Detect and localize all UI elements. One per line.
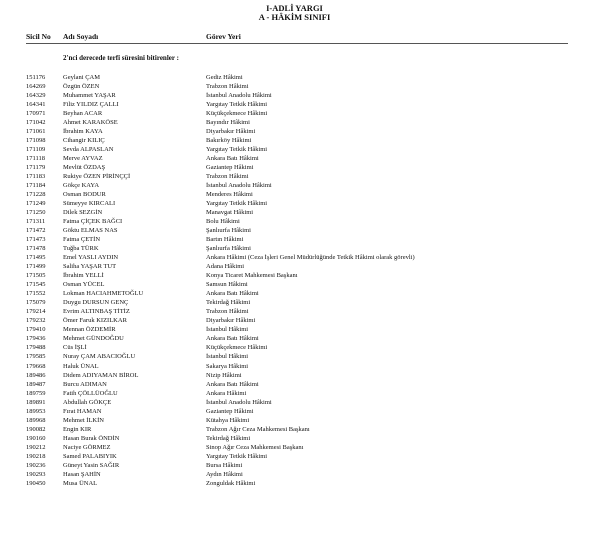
name-cell: Lokman HACIAHMETOĞLU — [63, 290, 144, 298]
sicil-cell: 189968 — [26, 416, 46, 424]
column-header-name: Adı Soyadı — [63, 32, 99, 41]
table-row — [0, 479, 589, 488]
table-row — [0, 217, 589, 226]
sicil-cell: 189486 — [26, 371, 46, 379]
sicil-cell: 190236 — [26, 461, 46, 469]
table-row — [0, 343, 589, 352]
sicil-cell: 151176 — [26, 74, 46, 81]
place-cell: Samsun Hâkimi — [206, 281, 248, 289]
place-cell: Kütahya Hâkimi — [206, 416, 250, 424]
name-cell: Osman YÜCEL — [63, 281, 105, 289]
table-row — [0, 289, 589, 298]
title-line-2: A - HÂKİM SINIFI — [258, 12, 331, 22]
name-cell: Fatma ÇETİN — [63, 236, 101, 244]
place-cell: Ankara Hâkimi (Ceza İşleri Genel Müdürlüğünde Tetkik Hâkimi olarak görevli) — [206, 254, 415, 262]
table-row — [0, 325, 589, 334]
place-cell: İstanbul Anadolu Hâkimi — [206, 182, 272, 190]
place-cell: Adana Hâkimi — [206, 263, 245, 271]
place-cell: Aydın Hâkimi — [206, 470, 243, 478]
sicil-cell: 190212 — [26, 443, 46, 451]
place-cell: İstanbul Anadolu Hâkimi — [206, 398, 272, 406]
name-cell: Haluk ÜNAL — [63, 362, 99, 370]
name-cell: Hasan ŞAHİN — [63, 470, 101, 478]
table-row — [0, 280, 589, 289]
place-cell: Menderes Hâkimi — [206, 191, 253, 199]
place-cell: İstanbul Hâkimi — [206, 353, 249, 361]
sicil-cell: 190450 — [26, 479, 46, 487]
table-row — [0, 362, 589, 371]
name-cell: Sümeyye KIRCALI — [63, 200, 116, 208]
table-row — [0, 235, 589, 244]
sicil-cell: 189891 — [26, 398, 46, 406]
sicil-cell: 164341 — [26, 101, 46, 109]
sicil-cell: 171228 — [26, 191, 46, 199]
sicil-cell: 171109 — [26, 146, 46, 154]
table-row — [0, 172, 589, 181]
name-cell: İbrahim KAYA — [63, 128, 103, 136]
place-cell: Sinop Ağır Ceza Mahkemesi Başkanı — [206, 443, 304, 451]
table-row — [0, 352, 589, 361]
place-cell: Diyarbakır Hâkimi — [206, 128, 256, 136]
table-row — [0, 461, 589, 470]
place-cell: Gaziantep Hâkimi — [206, 164, 254, 172]
place-cell: Yargıtay Tetkik Hâkimi — [206, 200, 268, 208]
place-cell: Bayındır Hâkimi — [206, 119, 250, 127]
table-row — [0, 253, 589, 262]
place-cell: Sakarya Hâkimi — [206, 362, 249, 370]
place-cell: Küçükçekmece Hâkimi — [206, 344, 268, 352]
place-cell: Ankara Hâkimi — [206, 389, 247, 397]
place-cell: Manavgat Hâkimi — [206, 209, 254, 217]
place-cell: Gaziantep Hâkimi — [206, 407, 254, 415]
table-row — [0, 163, 589, 172]
header-divider — [26, 43, 568, 44]
place-cell: Trabzon Hâkimi — [206, 173, 249, 181]
place-cell: Trabzon Hâkimi — [206, 83, 249, 91]
place-cell: Zonguldak Hâkimi — [206, 479, 256, 487]
name-cell: Abdullah GÖKÇE — [63, 398, 112, 406]
sicil-cell: 171311 — [26, 218, 46, 226]
document-title — [0, 4, 589, 22]
table-row — [0, 371, 589, 380]
sicil-cell: 171552 — [26, 290, 46, 298]
table-row — [0, 425, 589, 434]
name-cell: Ahmet KARAKÖSE — [63, 119, 118, 127]
sicil-cell: 171250 — [26, 209, 46, 217]
name-cell: İbrahim YELLİ — [63, 272, 104, 280]
sicil-cell: 190293 — [26, 470, 46, 478]
table-row — [0, 208, 589, 217]
place-cell: Ankara Batı Hâkimi — [206, 290, 259, 298]
column-header-sicil: Sicil No — [26, 32, 51, 41]
place-cell: Ankara Batı Hâkimi — [206, 335, 259, 343]
sicil-cell: 179668 — [26, 362, 46, 370]
table-row — [0, 443, 589, 452]
name-cell: Tuğba TÜRK — [63, 245, 99, 253]
sicil-cell: 190082 — [26, 425, 46, 433]
name-cell: Fatih ÇÖLLÜOĞLU — [63, 389, 118, 397]
name-cell: Göktu ELMAS NAS — [63, 227, 118, 235]
sicil-cell: 171179 — [26, 164, 46, 172]
name-cell: Güneyt Yasin SAĞIR — [63, 461, 120, 469]
table-row — [0, 334, 589, 343]
place-cell: Bartın Hâkimi — [206, 236, 244, 244]
table-row — [0, 389, 589, 398]
table-row — [0, 190, 589, 199]
name-cell: Naciye GÖRMEZ — [63, 443, 111, 451]
sicil-cell: 189487 — [26, 380, 46, 388]
name-cell: Merve AYVAZ — [63, 155, 103, 163]
table-row — [0, 181, 589, 190]
table-row — [0, 127, 589, 136]
name-cell: Filiz YILDIZ ÇALLI — [63, 101, 119, 109]
place-cell: Diyarbakır Hâkimi — [206, 317, 256, 325]
name-cell: Engin KIR — [63, 425, 92, 433]
table-row — [0, 73, 589, 82]
place-cell: Trabzon Ağır Ceza Mahkemesi Başkanı — [206, 425, 310, 433]
table-row — [0, 398, 589, 407]
table-row — [0, 380, 589, 389]
table-row — [0, 145, 589, 154]
sicil-cell: 190160 — [26, 434, 46, 442]
place-cell: Şanlıurfa Hâkimi — [206, 245, 251, 253]
sicil-cell: 179436 — [26, 335, 46, 343]
name-cell: Cihangir KILIÇ — [63, 137, 105, 145]
place-cell: Bursa Hâkimi — [206, 461, 243, 469]
sicil-cell: 175079 — [26, 299, 46, 307]
table-row — [0, 307, 589, 316]
place-cell: Ankara Batı Hâkimi — [206, 155, 259, 163]
name-cell: Emel YASLI AYDIN — [63, 254, 119, 262]
name-cell: Samed PALABIYIK — [63, 452, 117, 460]
table-row — [0, 262, 589, 271]
sicil-cell: 171499 — [26, 263, 46, 271]
name-cell: Hasan Burak ÖNDİN — [63, 434, 120, 442]
name-cell: Mevlüt ÖZDAŞ — [63, 164, 106, 172]
table-row — [0, 416, 589, 425]
table-row — [0, 100, 589, 109]
sicil-cell: 179585 — [26, 353, 46, 361]
place-cell: İstanbul Anadolu Hâkimi — [206, 92, 272, 100]
sicil-cell: 171478 — [26, 245, 46, 253]
name-cell: Didem ADIYAMAN BİROL — [63, 371, 139, 379]
name-cell: Fatma ÇİÇEK BAĞCI — [63, 218, 123, 226]
section-heading: 2'nci derecede terfi süresini bitirenler : — [63, 54, 179, 62]
sicil-cell: 171249 — [26, 200, 46, 208]
name-cell: Musa ÜNAL — [63, 479, 98, 487]
name-cell: Saliha YAŞAR TUT — [63, 263, 117, 271]
place-cell: Tekirdağ Hâkimi — [206, 299, 251, 307]
table-row — [0, 199, 589, 208]
sicil-cell: 171505 — [26, 272, 46, 280]
sicil-cell: 171061 — [26, 128, 46, 136]
table-row — [0, 316, 589, 325]
place-cell: Gediz Hâkimi — [206, 74, 243, 81]
name-cell: Sevda ALPASLAN — [63, 146, 114, 154]
place-cell: Bakırköy Hâkimi — [206, 137, 252, 145]
name-cell: Muhammet YAŞAR — [63, 92, 116, 100]
sicil-cell: 171545 — [26, 281, 46, 289]
table-body — [0, 73, 589, 488]
name-cell: Geylani ÇAM — [63, 74, 101, 81]
sicil-cell: 171183 — [26, 173, 46, 181]
sicil-cell: 179214 — [26, 308, 46, 316]
sicil-cell: 179488 — [26, 344, 46, 352]
sicil-cell: 171184 — [26, 182, 46, 190]
name-cell: Gökçe KAYA — [63, 182, 100, 190]
name-cell: Beyhan ACAR — [63, 110, 103, 118]
sicil-cell: 171473 — [26, 236, 46, 244]
sicil-cell: 171118 — [26, 155, 46, 163]
name-cell: Mehmet İLKİN — [63, 416, 104, 424]
place-cell: Yargıtay Tetkik Hâkimi — [206, 452, 268, 460]
sicil-cell: 170971 — [26, 110, 46, 118]
table-row — [0, 452, 589, 461]
name-cell: Dilek SEZGİN — [63, 209, 103, 217]
table-row — [0, 407, 589, 416]
table-row — [0, 109, 589, 118]
sicil-cell: 171098 — [26, 137, 46, 145]
table-row — [0, 470, 589, 479]
table-row — [0, 226, 589, 235]
table-row — [0, 298, 589, 307]
name-cell: Evrim ALTINBAŞ TİTİZ — [63, 308, 130, 316]
sicil-cell: 189953 — [26, 407, 46, 415]
sicil-cell: 179232 — [26, 317, 46, 325]
sicil-cell: 190218 — [26, 452, 46, 460]
name-cell: Ömer Faruk KIZILKAR — [63, 317, 127, 325]
name-cell: Özgün ÖZEN — [63, 83, 100, 91]
sicil-cell: 171495 — [26, 254, 46, 262]
name-cell: Nuray ÇAM ABACIOĞLU — [63, 353, 136, 361]
name-cell: Mennan ÖZDEMİR — [63, 326, 116, 334]
table-row — [0, 244, 589, 253]
sicil-cell: 164269 — [26, 83, 46, 91]
name-cell: Mehmet GÜNDOĞDU — [63, 335, 124, 343]
table-row — [0, 154, 589, 163]
name-cell: Duygu DURSUN GENÇ — [63, 299, 129, 307]
column-header-place: Görev Yeri — [206, 32, 241, 41]
place-cell: Konya Ticaret Mahkemesi Başkanı — [206, 272, 298, 280]
place-cell: Trabzon Hâkimi — [206, 308, 249, 316]
place-cell: Ankara Batı Hâkimi — [206, 380, 259, 388]
place-cell: İstanbul Hâkimi — [206, 326, 249, 334]
place-cell: Yargıtay Tetkik Hâkimi — [206, 146, 268, 154]
sicil-cell: 171042 — [26, 119, 46, 127]
name-cell: Rukiye ÖZEN PİRİNÇÇİ — [63, 173, 131, 181]
name-cell: Fırat HAMAN — [63, 407, 102, 415]
table-row — [0, 434, 589, 443]
place-cell: Yargıtay Tetkik Hâkimi — [206, 101, 268, 109]
sicil-cell: 189759 — [26, 389, 46, 397]
place-cell: Tekirdağ Hâkimi — [206, 434, 251, 442]
table-row — [0, 91, 589, 100]
name-cell: Burcu ADIMAN — [63, 380, 107, 388]
table-row — [0, 118, 589, 127]
table-row — [0, 82, 589, 91]
sicil-cell: 179410 — [26, 326, 46, 334]
place-cell: Şanlıurfa Hâkimi — [206, 227, 251, 235]
title-line-1: I-ADLİ YARGI — [266, 3, 323, 13]
place-cell: Bolu Hâkimi — [206, 218, 240, 226]
sicil-cell: 171472 — [26, 227, 46, 235]
table-row — [0, 136, 589, 145]
table-row — [0, 271, 589, 280]
name-cell: Cüs İŞLİ — [63, 344, 87, 352]
place-cell: Küçükçekmece Hâkimi — [206, 110, 268, 118]
sicil-cell: 164329 — [26, 92, 46, 100]
place-cell: Nizip Hâkimi — [206, 371, 242, 379]
name-cell: Osman BODUR — [63, 191, 106, 199]
